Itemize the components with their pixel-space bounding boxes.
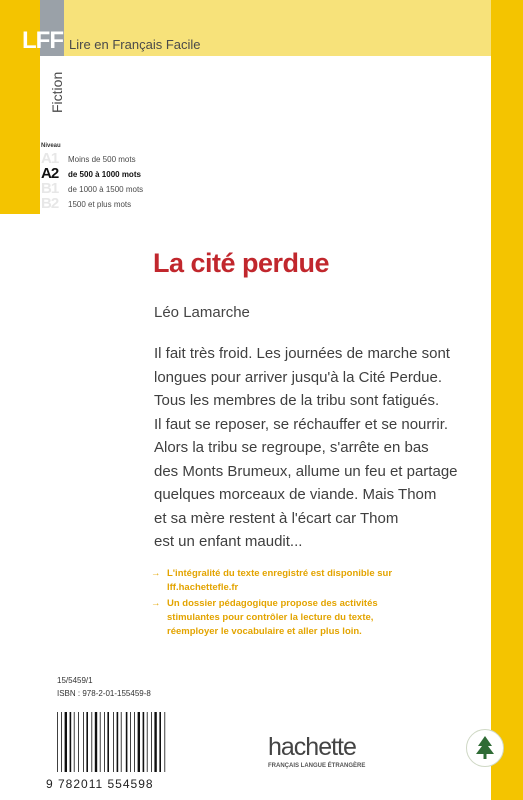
synopsis-line: des Monts Brumeux, allume un feu et partage — [154, 462, 458, 480]
note-line: Un dossier pédagogique propose des activités — [167, 598, 378, 609]
arrow-icon: → — [151, 598, 161, 609]
genre-label: Fiction — [49, 71, 65, 113]
note-link[interactable]: lff.hachettefle.fr — [167, 582, 239, 593]
publisher-logo: hachette — [268, 733, 356, 761]
synopsis-line: Il fait très froid. Les journées de marche sont — [154, 345, 450, 362]
synopsis-line: est un enfant maudit... — [154, 533, 303, 550]
level-title: Niveau — [41, 143, 61, 149]
right-yellow-bar — [491, 0, 523, 800]
barcode-digits: 9 782011 554598 — [46, 777, 154, 791]
level-desc-b2: 1500 et plus mots — [68, 200, 132, 209]
level-desc-a2: de 500 à 1000 mots — [68, 170, 141, 179]
note-line: stimulantes pour contrôler la lecture du texte, — [167, 612, 374, 623]
synopsis-line: quelques morceaux de viande. Mais Thom — [154, 486, 437, 503]
synopsis — [154, 342, 494, 554]
audio-note — [151, 567, 393, 593]
note-text — [167, 597, 467, 639]
isbn: ISBN : 978-2-01-155459-8 — [57, 689, 151, 698]
lff-logo: LFF — [22, 27, 63, 54]
level-code-a1: A1 — [41, 150, 59, 167]
note-line: L'intégralité du texte enregistré est disponible sur — [167, 568, 393, 579]
synopsis-line: Il faut se reposer, se réchauffer et se nourrir. — [154, 415, 449, 433]
author-name: Léo Lamarche — [154, 304, 250, 321]
dossier-note — [151, 597, 378, 637]
level-code-b1: B1 — [41, 180, 59, 197]
synopsis-line: longues pour arriver jusqu'à la Cité Perdue. — [154, 368, 443, 386]
barcode — [55, 712, 167, 772]
synopsis-line: Tous les membres de la tribu sont fatigués. — [154, 392, 440, 409]
arrow-icon: → — [151, 568, 161, 579]
note-line: réemployer le vocabulaire et aller plus loin. — [167, 626, 362, 637]
level-desc-a1: Moins de 500 mots — [68, 155, 136, 164]
level-code-a2: A2 — [41, 165, 59, 182]
ref-code: 15/5459/1 — [57, 676, 93, 685]
level-desc-b1: de 1000 à 1500 mots — [68, 185, 144, 194]
publisher-subtitle: FRANÇAIS LANGUE ÉTRANGÈRE — [268, 763, 366, 769]
level-code-b2: B2 — [41, 195, 59, 212]
synopsis-line: et sa mère restent à l'écart car Thom — [154, 509, 399, 527]
series-name: Lire en Français Facile — [69, 37, 201, 52]
note-text — [167, 567, 467, 595]
synopsis-line: Alors la tribu se regroupe, s'arrête en bas — [154, 439, 429, 456]
tree-eco-icon — [466, 729, 504, 767]
book-title: La cité perdue — [153, 248, 330, 278]
